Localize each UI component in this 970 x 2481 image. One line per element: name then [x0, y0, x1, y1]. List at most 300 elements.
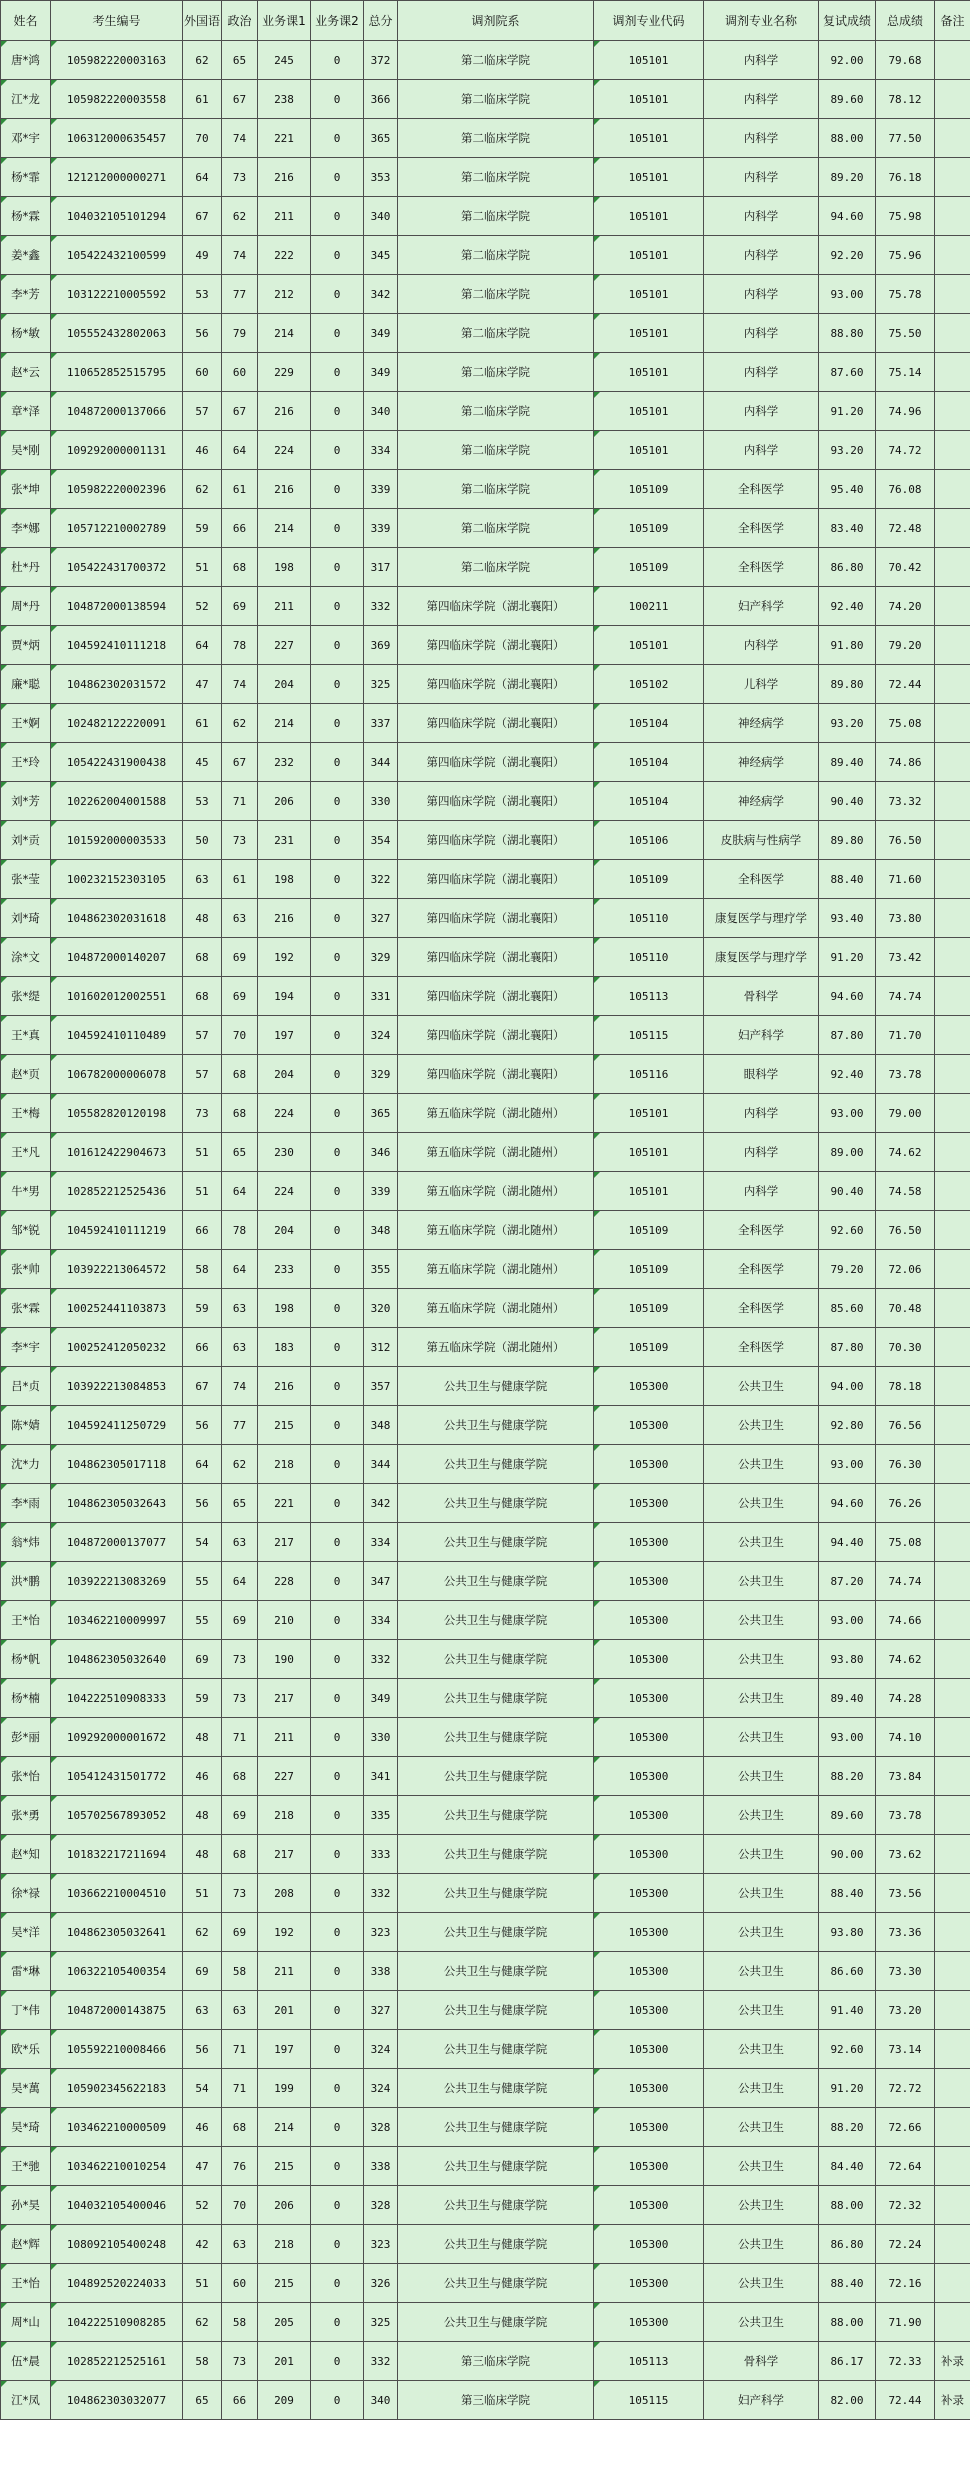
- cell-remark: [935, 860, 970, 899]
- cell-final-score: 74.74: [876, 977, 935, 1016]
- table-row: [1, 1328, 970, 1367]
- cell-major-name: 神经病学: [704, 704, 819, 743]
- cell-major-name: 公共卫生: [704, 1523, 819, 1562]
- cell-final-score: 74.28: [876, 1679, 935, 1718]
- cell-department: 第四临床学院（湖北襄阳）: [398, 626, 594, 665]
- cell-retest-score: 87.20: [819, 1562, 876, 1601]
- cell-department: 第二临床学院: [398, 41, 594, 80]
- cell-major-name: 骨科学: [704, 977, 819, 1016]
- cell-politics: 71: [222, 2030, 258, 2069]
- cell-politics: 70: [222, 2186, 258, 2225]
- cell-course-2: 0: [311, 1523, 364, 1562]
- cell-course-1: 232: [258, 743, 311, 782]
- cell-retest-score: 88.00: [819, 2303, 876, 2342]
- cell-course-2: 0: [311, 938, 364, 977]
- cell-total: 325: [364, 665, 398, 704]
- header-retest-score: 复试成绩: [819, 1, 876, 41]
- cell-major-code: 105115: [594, 2381, 704, 2420]
- cell-retest-score: 91.80: [819, 626, 876, 665]
- cell-final-score: 72.48: [876, 509, 935, 548]
- cell-course-2: 0: [311, 431, 364, 470]
- cell-course-2: 0: [311, 2069, 364, 2108]
- cell-name: 刘*贡: [1, 821, 51, 860]
- cell-course-2: 0: [311, 2186, 364, 2225]
- cell-course-2: 0: [311, 1055, 364, 1094]
- cell-course-1: 204: [258, 1055, 311, 1094]
- cell-major-name: 全科医学: [704, 548, 819, 587]
- cell-department: 公共卫生与健康学院: [398, 1796, 594, 1835]
- cell-course-2: 0: [311, 2264, 364, 2303]
- cell-total: 344: [364, 1445, 398, 1484]
- cell-retest-score: 85.60: [819, 1289, 876, 1328]
- cell-course-2: 0: [311, 41, 364, 80]
- cell-major-code: 105109: [594, 1250, 704, 1289]
- cell-foreign-language: 48: [183, 1796, 222, 1835]
- cell-department: 公共卫生与健康学院: [398, 2186, 594, 2225]
- cell-final-score: 73.56: [876, 1874, 935, 1913]
- cell-major-name: 儿科学: [704, 665, 819, 704]
- cell-name: 杨*霏: [1, 158, 51, 197]
- cell-course-1: 216: [258, 470, 311, 509]
- cell-final-score: 74.10: [876, 1718, 935, 1757]
- cell-department: 公共卫生与健康学院: [398, 1874, 594, 1913]
- cell-remark: [935, 1484, 970, 1523]
- cell-final-score: 76.50: [876, 821, 935, 860]
- table-row: [1, 1172, 970, 1211]
- cell-major-code: 105300: [594, 1640, 704, 1679]
- cell-major-code: 105101: [594, 158, 704, 197]
- cell-total: 324: [364, 2069, 398, 2108]
- cell-foreign-language: 65: [183, 2381, 222, 2420]
- cell-major-name: 公共卫生: [704, 2108, 819, 2147]
- cell-major-code: 105300: [594, 2108, 704, 2147]
- cell-foreign-language: 51: [183, 2264, 222, 2303]
- cell-major-code: 105101: [594, 275, 704, 314]
- cell-candidate-id: 103462210010254: [51, 2147, 183, 2186]
- cell-total: 329: [364, 1055, 398, 1094]
- cell-foreign-language: 56: [183, 314, 222, 353]
- cell-politics: 73: [222, 1874, 258, 1913]
- cell-major-name: 公共卫生: [704, 2264, 819, 2303]
- cell-course-1: 205: [258, 2303, 311, 2342]
- cell-politics: 73: [222, 2342, 258, 2381]
- cell-final-score: 73.20: [876, 1991, 935, 2030]
- cell-politics: 71: [222, 1718, 258, 1757]
- cell-major-code: 105300: [594, 2225, 704, 2264]
- cell-course-2: 0: [311, 899, 364, 938]
- cell-total: 349: [364, 1679, 398, 1718]
- cell-candidate-id: 101612422904673: [51, 1133, 183, 1172]
- cell-remark: [935, 1679, 970, 1718]
- cell-major-code: 105300: [594, 1523, 704, 1562]
- table-row: [1, 665, 970, 704]
- cell-course-1: 217: [258, 1835, 311, 1874]
- cell-politics: 69: [222, 938, 258, 977]
- cell-final-score: 79.20: [876, 626, 935, 665]
- cell-candidate-id: 102852212525436: [51, 1172, 183, 1211]
- cell-foreign-language: 56: [183, 1406, 222, 1445]
- header-total: 总分: [364, 1, 398, 41]
- cell-name: 杨*楠: [1, 1679, 51, 1718]
- table-body: [1, 41, 970, 2420]
- cell-major-code: 105300: [594, 1484, 704, 1523]
- cell-candidate-id: 104222510908333: [51, 1679, 183, 1718]
- cell-course-1: 198: [258, 1289, 311, 1328]
- cell-final-score: 75.08: [876, 1523, 935, 1562]
- cell-politics: 73: [222, 158, 258, 197]
- table-row: [1, 704, 970, 743]
- cell-department: 第二临床学院: [398, 236, 594, 275]
- cell-course-2: 0: [311, 1211, 364, 1250]
- cell-name: 江*凤: [1, 2381, 51, 2420]
- cell-foreign-language: 51: [183, 1133, 222, 1172]
- cell-name: 陈*婧: [1, 1406, 51, 1445]
- cell-department: 第二临床学院: [398, 548, 594, 587]
- cell-remark: [935, 1211, 970, 1250]
- cell-department: 公共卫生与健康学院: [398, 1406, 594, 1445]
- cell-retest-score: 93.00: [819, 275, 876, 314]
- cell-name: 张*怡: [1, 1757, 51, 1796]
- cell-course-2: 0: [311, 158, 364, 197]
- cell-course-1: 218: [258, 1445, 311, 1484]
- cell-total: 365: [364, 1094, 398, 1133]
- cell-course-2: 0: [311, 1172, 364, 1211]
- cell-course-2: 0: [311, 1289, 364, 1328]
- cell-remark: [935, 1757, 970, 1796]
- cell-candidate-id: 102262004001588: [51, 782, 183, 821]
- cell-candidate-id: 109292000001131: [51, 431, 183, 470]
- cell-total: 323: [364, 1913, 398, 1952]
- cell-course-1: 238: [258, 80, 311, 119]
- cell-total: 334: [364, 1601, 398, 1640]
- table-header: [1, 1, 970, 41]
- cell-retest-score: 94.40: [819, 1523, 876, 1562]
- cell-final-score: 73.36: [876, 1913, 935, 1952]
- cell-course-1: 216: [258, 158, 311, 197]
- cell-major-code: 105300: [594, 2147, 704, 2186]
- cell-retest-score: 90.40: [819, 782, 876, 821]
- cell-course-1: 215: [258, 1406, 311, 1445]
- cell-major-name: 内科学: [704, 275, 819, 314]
- cell-major-name: 内科学: [704, 431, 819, 470]
- cell-candidate-id: 104032105400046: [51, 2186, 183, 2225]
- cell-final-score: 74.86: [876, 743, 935, 782]
- table-row: [1, 2342, 970, 2381]
- cell-department: 公共卫生与健康学院: [398, 1640, 594, 1679]
- cell-remark: [935, 1913, 970, 1952]
- cell-candidate-id: 105422431700372: [51, 548, 183, 587]
- table-row: [1, 1133, 970, 1172]
- cell-course-1: 215: [258, 2264, 311, 2303]
- cell-major-code: 105101: [594, 1133, 704, 1172]
- cell-major-code: 105106: [594, 821, 704, 860]
- table-row: [1, 275, 970, 314]
- cell-department: 公共卫生与健康学院: [398, 2264, 594, 2303]
- cell-name: 姜*鑫: [1, 236, 51, 275]
- cell-name: 吴*萬: [1, 2069, 51, 2108]
- cell-total: 325: [364, 2303, 398, 2342]
- cell-major-code: 105104: [594, 743, 704, 782]
- cell-total: 334: [364, 1523, 398, 1562]
- table-row: [1, 1640, 970, 1679]
- table-row: [1, 2186, 970, 2225]
- table-row: [1, 1406, 970, 1445]
- cell-candidate-id: 105552432802063: [51, 314, 183, 353]
- cell-remark: [935, 41, 970, 80]
- cell-name: 吴*洋: [1, 1913, 51, 1952]
- cell-major-code: 105101: [594, 626, 704, 665]
- cell-course-2: 0: [311, 1679, 364, 1718]
- cell-course-2: 0: [311, 197, 364, 236]
- cell-politics: 71: [222, 782, 258, 821]
- cell-candidate-id: 102482122220091: [51, 704, 183, 743]
- cell-name: 张*霖: [1, 1289, 51, 1328]
- cell-total: 340: [364, 2381, 398, 2420]
- header-name: 姓名: [1, 1, 51, 41]
- cell-politics: 60: [222, 353, 258, 392]
- cell-candidate-id: 104872000137066: [51, 392, 183, 431]
- cell-major-code: 105109: [594, 1289, 704, 1328]
- cell-course-1: 214: [258, 704, 311, 743]
- cell-major-code: 105300: [594, 1601, 704, 1640]
- cell-course-2: 0: [311, 119, 364, 158]
- cell-total: 353: [364, 158, 398, 197]
- cell-retest-score: 93.80: [819, 1640, 876, 1679]
- cell-politics: 60: [222, 2264, 258, 2303]
- cell-name: 王*驰: [1, 2147, 51, 2186]
- cell-major-name: 皮肤病与性病学: [704, 821, 819, 860]
- table-row: [1, 2030, 970, 2069]
- cell-final-score: 74.58: [876, 1172, 935, 1211]
- cell-course-2: 0: [311, 1718, 364, 1757]
- cell-candidate-id: 105982220003163: [51, 41, 183, 80]
- cell-remark: [935, 80, 970, 119]
- table-row: [1, 938, 970, 977]
- cell-department: 公共卫生与健康学院: [398, 1523, 594, 1562]
- header-candidate-id: 考生编号: [51, 1, 183, 41]
- cell-foreign-language: 62: [183, 2303, 222, 2342]
- cell-course-2: 0: [311, 2381, 364, 2420]
- table-row: [1, 158, 970, 197]
- cell-foreign-language: 54: [183, 1523, 222, 1562]
- cell-major-name: 内科学: [704, 1172, 819, 1211]
- cell-remark: [935, 821, 970, 860]
- cell-foreign-language: 48: [183, 1718, 222, 1757]
- cell-course-2: 0: [311, 704, 364, 743]
- cell-course-1: 216: [258, 1367, 311, 1406]
- cell-name: 王*凡: [1, 1133, 51, 1172]
- cell-foreign-language: 64: [183, 158, 222, 197]
- cell-candidate-id: 104862303032077: [51, 2381, 183, 2420]
- cell-major-code: 105300: [594, 2264, 704, 2303]
- cell-final-score: 73.84: [876, 1757, 935, 1796]
- cell-major-name: 公共卫生: [704, 1952, 819, 1991]
- cell-major-name: 全科医学: [704, 509, 819, 548]
- cell-name: 刘*芳: [1, 782, 51, 821]
- header-course-1: 业务课1: [258, 1, 311, 41]
- cell-course-2: 0: [311, 314, 364, 353]
- cell-department: 公共卫生与健康学院: [398, 1991, 594, 2030]
- cell-name: 赵*知: [1, 1835, 51, 1874]
- cell-final-score: 76.26: [876, 1484, 935, 1523]
- cell-course-2: 0: [311, 470, 364, 509]
- cell-candidate-id: 105982220002396: [51, 470, 183, 509]
- cell-major-name: 全科医学: [704, 1328, 819, 1367]
- cell-total: 338: [364, 1952, 398, 1991]
- cell-major-name: 公共卫生: [704, 1367, 819, 1406]
- cell-major-code: 105300: [594, 1796, 704, 1835]
- cell-major-name: 内科学: [704, 41, 819, 80]
- cell-total: 323: [364, 2225, 398, 2264]
- cell-retest-score: 92.20: [819, 236, 876, 275]
- cell-foreign-language: 47: [183, 665, 222, 704]
- cell-final-score: 72.16: [876, 2264, 935, 2303]
- cell-major-code: 105101: [594, 1094, 704, 1133]
- cell-name: 赵*辉: [1, 2225, 51, 2264]
- cell-remark: [935, 1562, 970, 1601]
- cell-department: 第四临床学院（湖北襄阳）: [398, 665, 594, 704]
- cell-foreign-language: 62: [183, 470, 222, 509]
- cell-course-2: 0: [311, 275, 364, 314]
- cell-final-score: 73.62: [876, 1835, 935, 1874]
- cell-foreign-language: 53: [183, 782, 222, 821]
- cell-major-code: 105101: [594, 41, 704, 80]
- cell-foreign-language: 47: [183, 2147, 222, 2186]
- cell-total: 334: [364, 431, 398, 470]
- cell-course-1: 201: [258, 1991, 311, 2030]
- cell-name: 孙*昊: [1, 2186, 51, 2225]
- table-row: [1, 2381, 970, 2420]
- table-row: [1, 743, 970, 782]
- cell-candidate-id: 104592410110489: [51, 1016, 183, 1055]
- cell-name: 张*勇: [1, 1796, 51, 1835]
- cell-total: 339: [364, 470, 398, 509]
- cell-remark: [935, 743, 970, 782]
- cell-total: 339: [364, 1172, 398, 1211]
- cell-candidate-id: 101592000003533: [51, 821, 183, 860]
- cell-department: 第二临床学院: [398, 431, 594, 470]
- cell-retest-score: 92.60: [819, 2030, 876, 2069]
- cell-major-code: 105104: [594, 704, 704, 743]
- cell-foreign-language: 63: [183, 1991, 222, 2030]
- cell-politics: 63: [222, 1991, 258, 2030]
- cell-major-code: 105300: [594, 1952, 704, 1991]
- cell-remark: [935, 2069, 970, 2108]
- cell-department: 公共卫生与健康学院: [398, 2069, 594, 2108]
- cell-retest-score: 94.00: [819, 1367, 876, 1406]
- cell-politics: 67: [222, 743, 258, 782]
- cell-retest-score: 90.40: [819, 1172, 876, 1211]
- cell-major-code: 105300: [594, 1445, 704, 1484]
- cell-course-2: 0: [311, 1640, 364, 1679]
- cell-course-2: 0: [311, 587, 364, 626]
- cell-final-score: 72.66: [876, 2108, 935, 2147]
- cell-name: 洪*鹏: [1, 1562, 51, 1601]
- cell-major-name: 妇产科学: [704, 587, 819, 626]
- cell-politics: 65: [222, 1484, 258, 1523]
- cell-politics: 64: [222, 1172, 258, 1211]
- cell-final-score: 74.62: [876, 1640, 935, 1679]
- cell-major-name: 全科医学: [704, 1250, 819, 1289]
- cell-remark: [935, 314, 970, 353]
- cell-course-1: 222: [258, 236, 311, 275]
- cell-major-name: 公共卫生: [704, 2069, 819, 2108]
- cell-department: 第二临床学院: [398, 80, 594, 119]
- cell-course-1: 212: [258, 275, 311, 314]
- cell-remark: [935, 353, 970, 392]
- cell-foreign-language: 64: [183, 626, 222, 665]
- cell-course-2: 0: [311, 782, 364, 821]
- cell-politics: 67: [222, 80, 258, 119]
- cell-remark: [935, 1952, 970, 1991]
- cell-final-score: 79.00: [876, 1094, 935, 1133]
- cell-total: 366: [364, 80, 398, 119]
- cell-retest-score: 87.80: [819, 1328, 876, 1367]
- cell-total: 340: [364, 392, 398, 431]
- cell-retest-score: 94.60: [819, 1484, 876, 1523]
- cell-major-code: 105104: [594, 782, 704, 821]
- cell-candidate-id: 104862305032640: [51, 1640, 183, 1679]
- cell-major-name: 眼科学: [704, 1055, 819, 1094]
- cell-foreign-language: 61: [183, 80, 222, 119]
- cell-politics: 69: [222, 977, 258, 1016]
- cell-politics: 74: [222, 665, 258, 704]
- cell-candidate-id: 104872000138594: [51, 587, 183, 626]
- cell-department: 第五临床学院（湖北随州）: [398, 1172, 594, 1211]
- cell-politics: 68: [222, 1757, 258, 1796]
- cell-remark: [935, 1016, 970, 1055]
- cell-course-1: 218: [258, 2225, 311, 2264]
- cell-final-score: 73.32: [876, 782, 935, 821]
- cell-course-1: 215: [258, 2147, 311, 2186]
- cell-final-score: 76.50: [876, 1211, 935, 1250]
- cell-course-2: 0: [311, 509, 364, 548]
- cell-remark: [935, 704, 970, 743]
- cell-candidate-id: 105982220003558: [51, 80, 183, 119]
- cell-remark: [935, 938, 970, 977]
- table-row: [1, 1679, 970, 1718]
- cell-final-score: 72.44: [876, 2381, 935, 2420]
- cell-name: 江*龙: [1, 80, 51, 119]
- cell-final-score: 72.33: [876, 2342, 935, 2381]
- table-row: [1, 1913, 970, 1952]
- table-row: [1, 2303, 970, 2342]
- cell-name: 杨*敏: [1, 314, 51, 353]
- cell-name: 王*梅: [1, 1094, 51, 1133]
- cell-course-2: 0: [311, 1328, 364, 1367]
- cell-course-2: 0: [311, 1874, 364, 1913]
- cell-name: 李*宇: [1, 1328, 51, 1367]
- cell-major-code: 105109: [594, 1211, 704, 1250]
- cell-politics: 73: [222, 1679, 258, 1718]
- cell-total: 324: [364, 1016, 398, 1055]
- cell-major-name: 公共卫生: [704, 1718, 819, 1757]
- cell-name: 彭*丽: [1, 1718, 51, 1757]
- cell-remark: [935, 1874, 970, 1913]
- cell-foreign-language: 54: [183, 2069, 222, 2108]
- cell-retest-score: 86.17: [819, 2342, 876, 2381]
- cell-name: 沈*力: [1, 1445, 51, 1484]
- cell-foreign-language: 57: [183, 1055, 222, 1094]
- cell-retest-score: 89.60: [819, 80, 876, 119]
- cell-politics: 74: [222, 119, 258, 158]
- cell-major-code: 105101: [594, 236, 704, 275]
- cell-foreign-language: 66: [183, 1328, 222, 1367]
- table-row: [1, 587, 970, 626]
- table-row: [1, 353, 970, 392]
- cell-politics: 68: [222, 1055, 258, 1094]
- cell-course-1: 214: [258, 2108, 311, 2147]
